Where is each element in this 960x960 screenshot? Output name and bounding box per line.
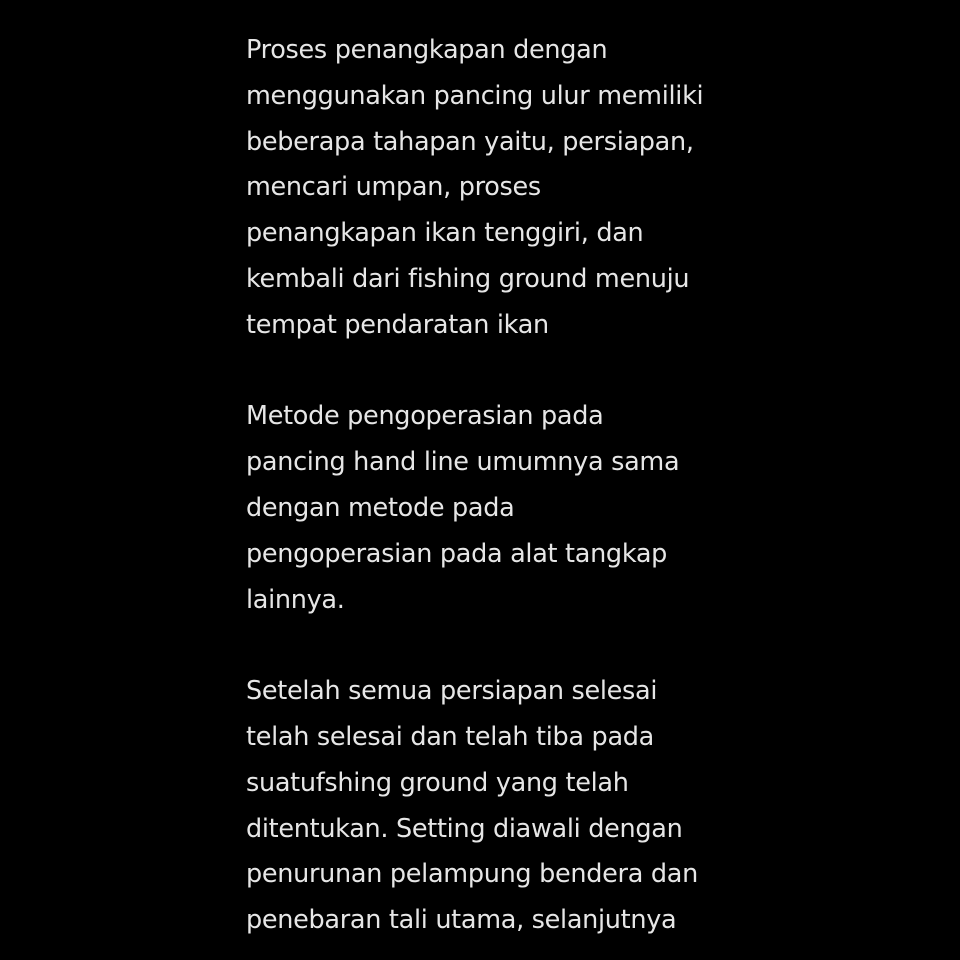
text-line: menggunakan pancing ulur memiliki	[246, 80, 704, 111]
text-line: suatufshing ground yang telah	[246, 767, 629, 798]
text-line: pengoperasian pada alat tangkap	[246, 538, 668, 569]
text-line: telah selesai dan telah tiba pada	[246, 721, 654, 752]
text-line: beberapa tahapan yaitu, persiapan,	[246, 126, 694, 157]
paragraph-2	[246, 394, 746, 623]
text-line: penangkapan ikan tenggiri, dan	[246, 218, 644, 249]
text-line: dengan metode pada	[246, 492, 515, 523]
text-line: kembali dari fishing ground menuju	[246, 263, 690, 294]
text-line: Proses penangkapan dengan	[246, 35, 608, 65]
text-line: pancing hand line umumnya sama	[246, 447, 680, 478]
text-line: Setelah semua persiapan selesai	[246, 676, 658, 707]
text-line: lainnya.	[246, 584, 345, 615]
text-line: tempat pendaratan ikan	[246, 309, 549, 340]
text-line: penurunan pelampung bendera dan	[246, 859, 698, 890]
text-line: mencari umpan, proses	[246, 172, 541, 203]
paragraph-1	[246, 28, 746, 349]
text-line: ditentukan. Setting diawali dengan	[246, 813, 683, 844]
paragraph-3	[246, 669, 746, 944]
note-body-text[interactable]	[246, 28, 746, 960]
text-line: penebaran tali utama, selanjutnya	[246, 905, 677, 936]
text-line: Metode pengoperasian pada	[246, 401, 604, 432]
